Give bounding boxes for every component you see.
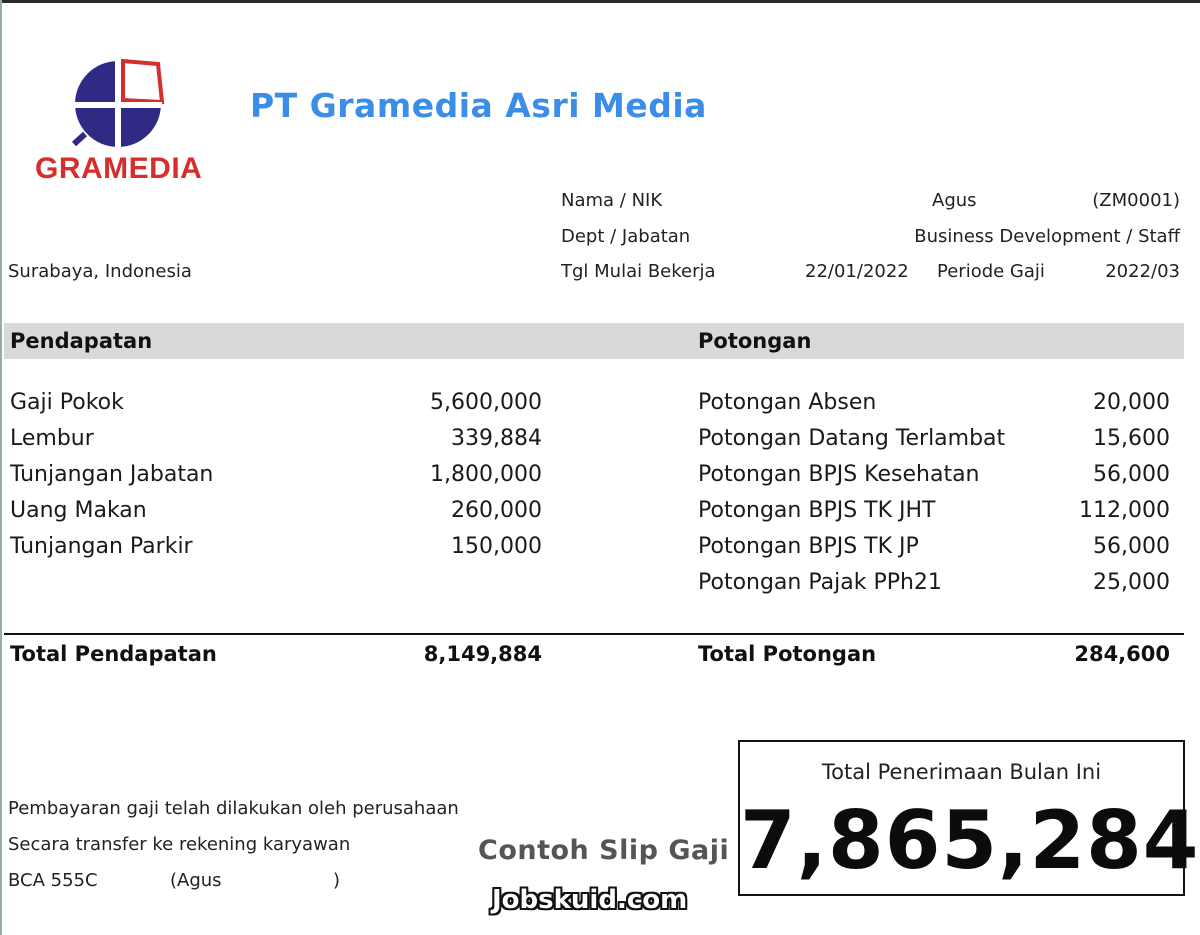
deduction-item-label: Potongan BPJS TK JHT [698,498,936,523]
deduction-item-label: Potongan Pajak PPh21 [698,570,942,595]
earnings-item-amount: 150,000 [451,534,542,559]
earnings-item-amount: 339,884 [451,426,542,451]
company-location: Surabaya, Indonesia [8,261,192,282]
deduction-item-label: Potongan Absen [698,390,877,415]
account-holder-close: ) [333,870,341,891]
left-border [0,0,2,935]
earnings-item-amount: 1,800,000 [430,462,542,487]
earnings-item-amount: 5,600,000 [430,390,542,415]
earnings-item-label: Tunjangan Parkir [10,534,193,559]
total-earnings-value: 8,149,884 [423,642,542,666]
total-earnings-label: Total Pendapatan [10,642,217,666]
deduction-item-amount: 25,000 [1093,570,1170,595]
watermark-site: Jobskuid.com [492,885,688,915]
net-pay-label: Total Penerimaan Bulan Ini [821,760,1102,784]
deductions-title: Potongan [698,329,812,353]
deduction-item-label: Potongan BPJS TK JP [698,534,919,559]
earnings-item-label: Tunjangan Jabatan [10,462,214,487]
period-label: Periode Gaji [937,261,1045,282]
total-deductions-label: Total Potongan [698,642,877,666]
earnings-item-amount: 260,000 [451,498,542,523]
payment-note-line2: Secara transfer ke rekening karyawan [8,834,351,855]
employee-dept: Business Development / Staff [914,226,1180,247]
start-date: 22/01/2022 [805,261,909,282]
period-value: 2022/03 [1105,261,1180,282]
deduction-item-amount: 20,000 [1093,390,1170,415]
earnings-item-label: Gaji Pokok [10,390,124,415]
account-holder: (Agus [170,870,222,891]
total-deductions-value: 284,600 [1074,642,1170,666]
section-header-bar [4,323,1184,359]
dept-label: Dept / Jabatan [561,226,691,247]
start-date-label: Tgl Mulai Bekerja [561,261,716,282]
earnings-item-label: Lembur [10,426,94,451]
deduction-item-label: Potongan Datang Terlambat [698,426,1006,451]
top-border [0,0,1200,3]
logo-text: GRAMEDIA [35,152,203,185]
totals-divider [4,633,1184,635]
payment-note-line1: Pembayaran gaji telah dilakukan oleh perusahaan [8,798,459,819]
employee-nik: (ZM0001) [1092,190,1180,211]
net-pay-value: 7,865,284 [740,794,1200,887]
earnings-title: Pendapatan [10,329,153,353]
company-name: PT Gramedia Asri Media [250,86,707,125]
net-pay-box [738,740,1200,896]
deduction-item-amount: 56,000 [1093,534,1170,559]
deduction-item-amount: 15,600 [1093,426,1170,451]
company-logo [30,58,220,188]
earnings-item-label: Uang Makan [10,498,147,523]
bank-account: BCA 555C [8,870,98,891]
deduction-item-label: Potongan BPJS Kesehatan [698,462,980,487]
deduction-item-amount: 112,000 [1079,498,1170,523]
employee-name: Agus [932,190,977,211]
watermark-caption: Contoh Slip Gaji [478,835,730,866]
deduction-item-amount: 56,000 [1093,462,1170,487]
name-nik-label: Nama / NIK [561,190,663,211]
